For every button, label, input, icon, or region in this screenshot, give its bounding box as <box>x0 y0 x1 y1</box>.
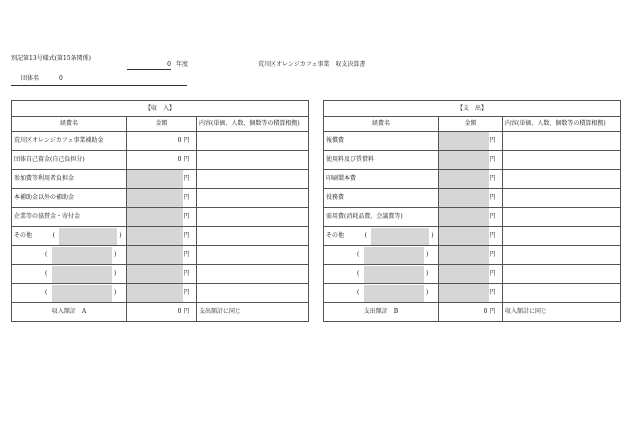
note-field[interactable] <box>197 151 309 170</box>
close-paren: ) <box>114 251 117 258</box>
yen-unit: 円 <box>183 208 197 227</box>
organization-name-line <box>11 76 187 86</box>
note-field[interactable] <box>503 265 621 284</box>
expense-row-other-2 <box>324 246 621 265</box>
expense-col-note: 内容(単価、人数、個数等の積算根拠) <box>503 117 621 132</box>
other-name-field[interactable] <box>59 228 117 245</box>
expense-col-amount: 金額 <box>439 117 503 132</box>
yen-unit: 円 <box>489 170 503 189</box>
expense-total-label: 支出額計 B <box>324 303 439 322</box>
open-paren: ( <box>45 251 48 258</box>
expense-total-note: 収入額計に同じ <box>503 303 621 322</box>
yen-unit: 円 <box>183 265 197 284</box>
row-name: 需用費(消耗品費、会議費等) <box>324 208 439 227</box>
income-col-note: 内容(単価、人数、個数等の積算根拠) <box>197 117 309 132</box>
amount-field[interactable] <box>439 265 489 284</box>
income-col-name: 経費名 <box>12 117 127 132</box>
income-total-note: 支出額計に同じ <box>197 303 309 322</box>
yen-unit: 円 <box>183 170 197 189</box>
yen-unit: 円 <box>489 227 503 246</box>
income-row-subsidy <box>12 132 309 151</box>
row-name: 荒川区オレンジカフェ事業補助金 <box>12 132 127 151</box>
amount-field[interactable] <box>127 265 183 284</box>
expense-row-other-1 <box>324 227 621 246</box>
amount-field[interactable] <box>439 284 489 303</box>
note-field[interactable] <box>503 132 621 151</box>
amount-field[interactable] <box>439 227 489 246</box>
open-paren: ( <box>364 232 367 239</box>
expense-row-services <box>324 189 621 208</box>
note-field[interactable] <box>197 170 309 189</box>
amount-field[interactable] <box>127 246 183 265</box>
yen-unit: 円 <box>489 132 503 151</box>
amount-field[interactable] <box>439 189 489 208</box>
expense-col-name: 経費名 <box>324 117 439 132</box>
close-paren: ) <box>426 251 429 258</box>
yen-unit: 円 <box>489 208 503 227</box>
other-name-field[interactable] <box>52 285 112 302</box>
expense-row-rental <box>324 151 621 170</box>
yen-unit: 円 <box>183 246 197 265</box>
expense-row-printing <box>324 170 621 189</box>
yen-unit: 円 <box>489 284 503 303</box>
document-title: 荒川区オレンジカフェ事業 収支決算書 <box>258 61 366 68</box>
expense-total-amount: 0 <box>439 303 489 322</box>
note-field[interactable] <box>197 284 309 303</box>
amount-field[interactable] <box>127 208 183 227</box>
amount-field[interactable] <box>439 208 489 227</box>
amount-field[interactable] <box>439 132 489 151</box>
yen-unit: 円 <box>489 303 503 322</box>
income-row-participant-fees <box>12 170 309 189</box>
row-name: 団体自己資金(自己負担分) <box>12 151 127 170</box>
income-row-other-2 <box>12 246 309 265</box>
income-total-label: 収入額計 A <box>12 303 127 322</box>
amount-field[interactable] <box>439 170 489 189</box>
close-paren: ) <box>114 270 117 277</box>
amount-field[interactable] <box>439 246 489 265</box>
amount-field[interactable] <box>127 284 183 303</box>
note-field[interactable] <box>503 151 621 170</box>
row-name: 参加費等利用者負担金 <box>12 170 127 189</box>
other-label: その他 <box>326 232 345 239</box>
open-paren: ( <box>357 251 360 258</box>
note-field[interactable] <box>197 246 309 265</box>
yen-unit: 円 <box>183 227 197 246</box>
close-paren: ) <box>119 232 122 239</box>
yen-unit: 円 <box>489 151 503 170</box>
open-paren: ( <box>52 232 55 239</box>
note-field[interactable] <box>197 189 309 208</box>
income-row-other-1 <box>12 227 309 246</box>
form-reference: 別記第13号様式(第15条関係) <box>11 55 91 62</box>
expense-row-other-3 <box>324 265 621 284</box>
close-paren: ) <box>426 270 429 277</box>
yen-unit: 円 <box>183 151 197 170</box>
note-field[interactable] <box>197 208 309 227</box>
income-total-amount: 0 <box>127 303 183 322</box>
expense-row-supplies <box>324 208 621 227</box>
amount-field[interactable] <box>127 227 183 246</box>
open-paren: ( <box>45 270 48 277</box>
other-name-field[interactable] <box>364 285 424 302</box>
expense-row-honorarium <box>324 132 621 151</box>
yen-unit: 円 <box>489 265 503 284</box>
open-paren: ( <box>357 270 360 277</box>
close-paren: ) <box>431 232 434 239</box>
yen-unit: 円 <box>183 303 197 322</box>
income-table <box>11 100 309 322</box>
open-paren: ( <box>45 289 48 296</box>
other-name-field[interactable] <box>364 247 424 264</box>
income-row-self-funds <box>12 151 309 170</box>
expense-total-row <box>324 303 621 322</box>
amount-field[interactable] <box>127 170 183 189</box>
other-name-field[interactable] <box>52 247 112 264</box>
expense-title: 【支 出】 <box>324 101 621 117</box>
row-name: 役務費 <box>324 189 439 208</box>
amount-field[interactable] <box>127 189 183 208</box>
organization-label: 団体名 <box>21 75 40 82</box>
amount-field[interactable]: 0 <box>127 132 183 151</box>
fiscal-year-unit: 年度 <box>176 61 189 68</box>
expense-row-other-4 <box>324 284 621 303</box>
income-row-sponsorship <box>12 208 309 227</box>
income-total-row <box>12 303 309 322</box>
yen-unit: 円 <box>183 189 197 208</box>
note-field[interactable] <box>503 170 621 189</box>
yen-unit: 円 <box>183 284 197 303</box>
note-field[interactable] <box>503 227 621 246</box>
fiscal-year-field[interactable]: 0 <box>127 62 171 70</box>
income-row-other-4 <box>12 284 309 303</box>
note-field[interactable] <box>197 132 309 151</box>
expense-table <box>323 100 621 322</box>
row-name: 報償費 <box>324 132 439 151</box>
note-field[interactable] <box>197 227 309 246</box>
yen-unit: 円 <box>183 132 197 151</box>
income-title: 【収 入】 <box>12 101 309 117</box>
yen-unit: 円 <box>489 189 503 208</box>
row-name: 本補助金以外の補助金 <box>12 189 127 208</box>
row-name: 印刷製本費 <box>324 170 439 189</box>
yen-unit: 円 <box>489 246 503 265</box>
note-field[interactable] <box>503 189 621 208</box>
close-paren: ) <box>114 289 117 296</box>
income-col-amount: 金額 <box>127 117 197 132</box>
income-row-other-3 <box>12 265 309 284</box>
organization-value[interactable]: 0 <box>59 75 63 82</box>
amount-field[interactable] <box>439 151 489 170</box>
row-name: 使用料及び賃借料 <box>324 151 439 170</box>
note-field[interactable] <box>503 246 621 265</box>
other-name-field[interactable] <box>364 266 424 283</box>
other-label: その他 <box>14 232 33 239</box>
note-field[interactable] <box>503 208 621 227</box>
close-paren: ) <box>426 289 429 296</box>
note-field[interactable] <box>503 284 621 303</box>
open-paren: ( <box>357 289 360 296</box>
other-name-field[interactable] <box>52 266 112 283</box>
note-field[interactable] <box>197 265 309 284</box>
income-row-other-subsidies <box>12 189 309 208</box>
other-name-field[interactable] <box>371 228 429 245</box>
row-name: 企業等の協賛金・寄付金 <box>12 208 127 227</box>
amount-field[interactable]: 0 <box>127 151 183 170</box>
